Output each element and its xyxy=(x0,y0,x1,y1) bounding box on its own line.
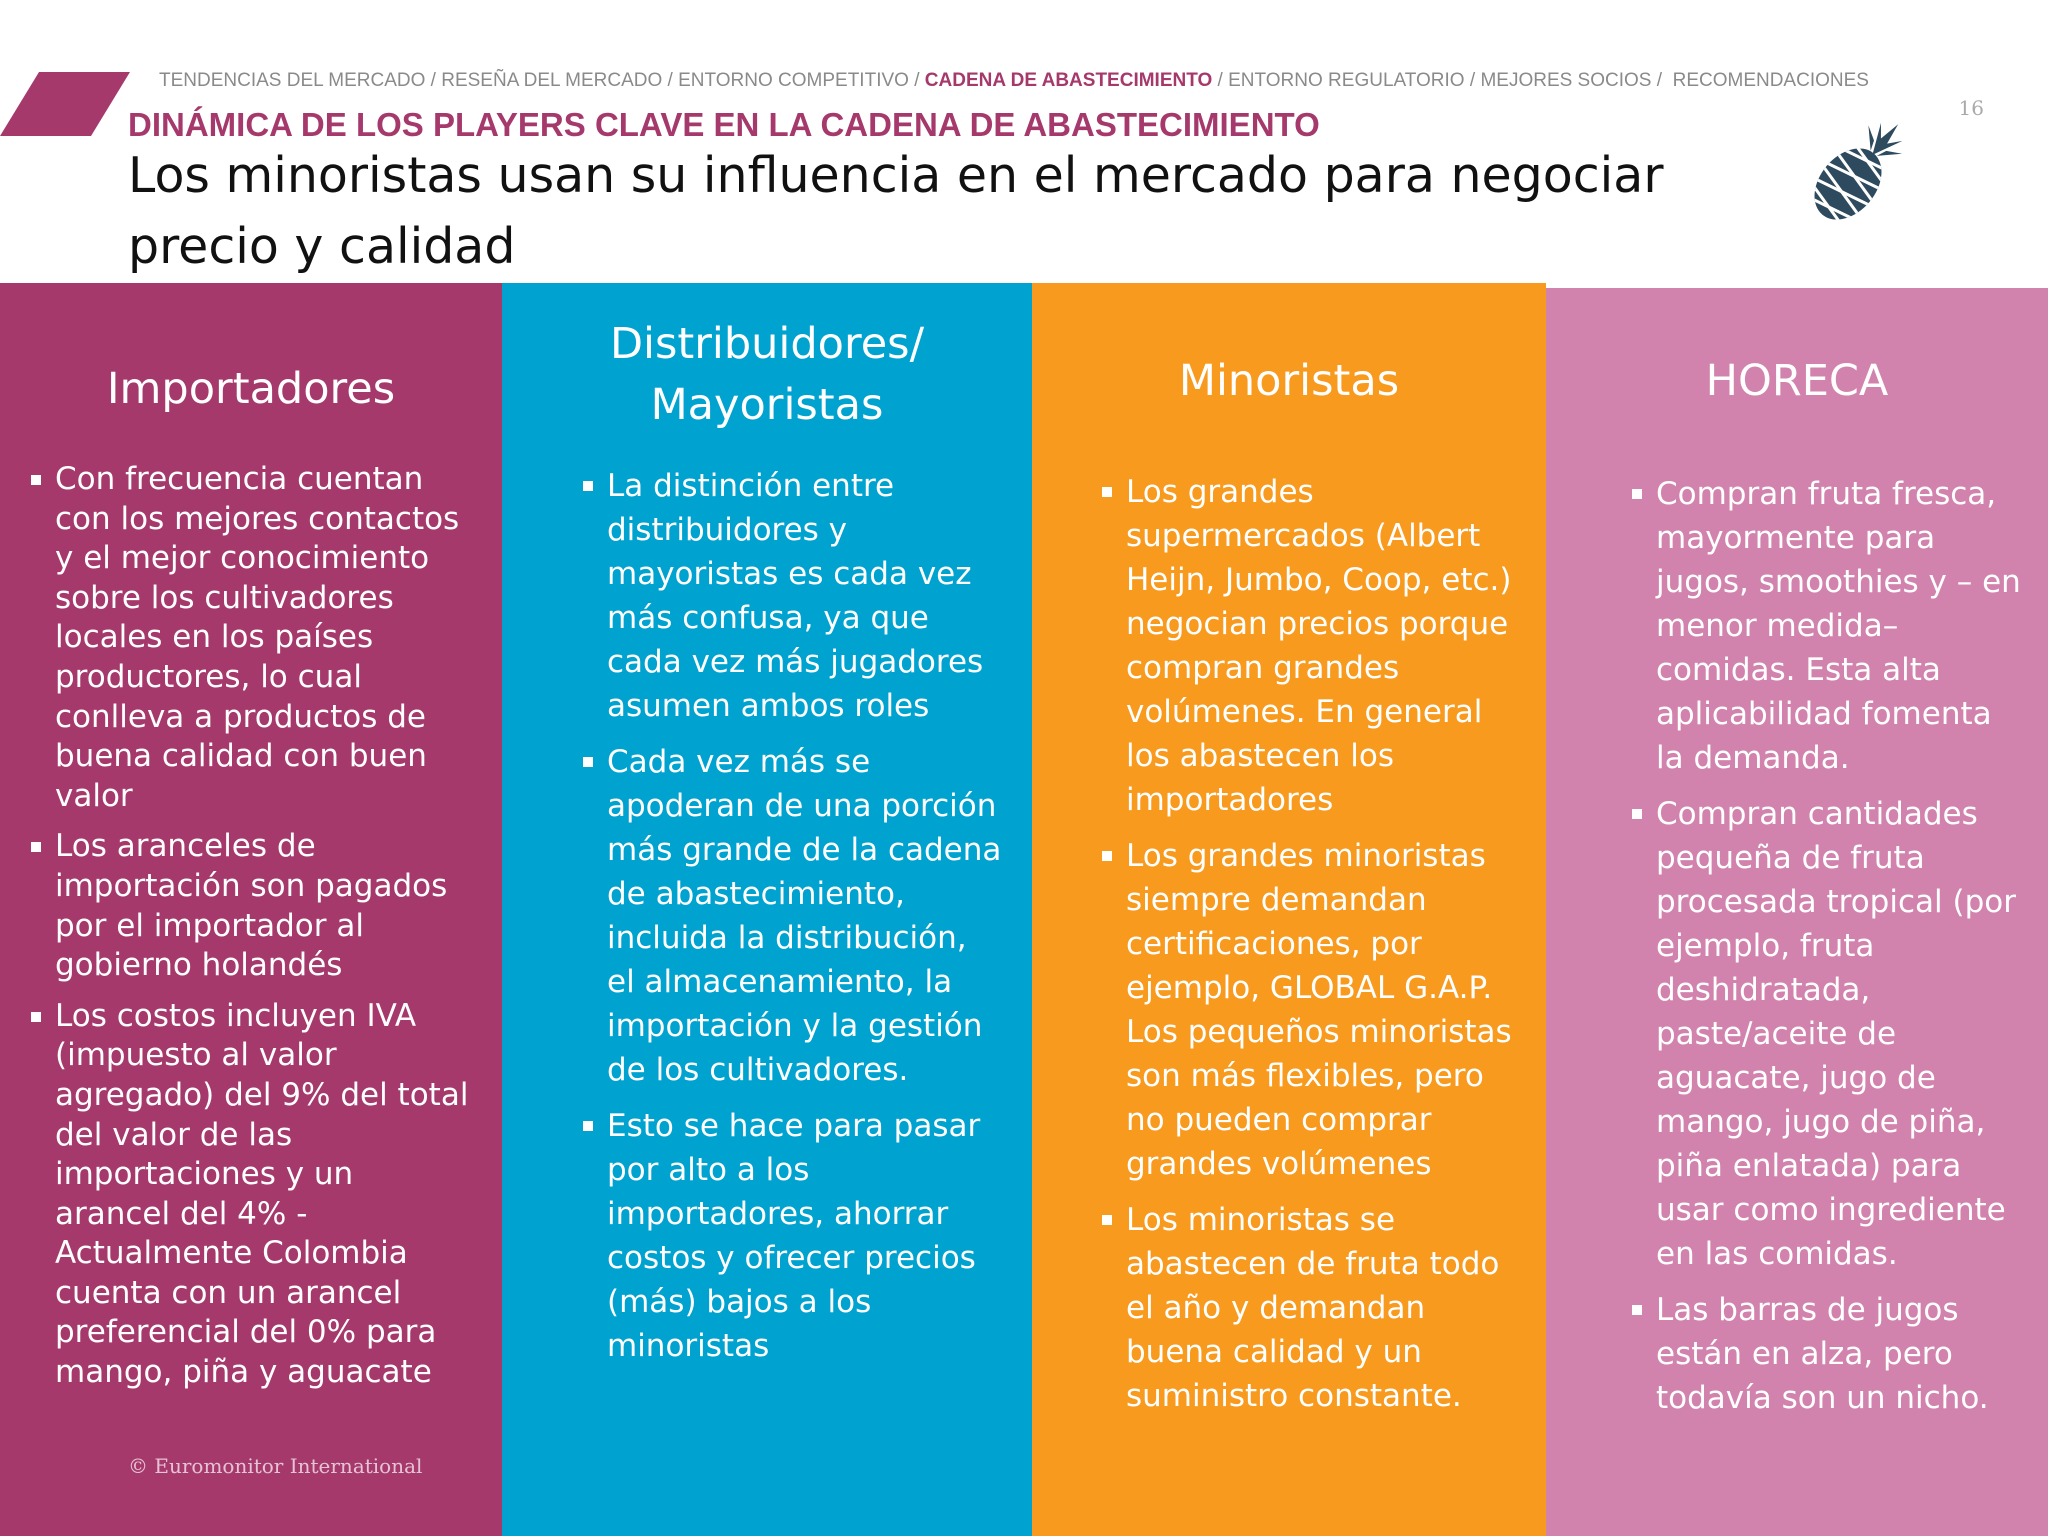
bullet-item: Cada vez más se apoderan de una porción más grande de la cadena de abastecimiento, incluida la distribución, el almacenamiento, la importación y la gestión de los cultivadores. xyxy=(583,740,1002,1092)
breadcrumb-mejores-socios[interactable]: MEJORES SOCIOS xyxy=(1480,70,1652,91)
column-header xyxy=(502,314,1032,436)
bullet-item: Las barras de jugos están en alza, pero todavía son un nicho. xyxy=(1632,1288,2024,1420)
breadcrumb-recomendaciones[interactable]: RECOMENDACIONES xyxy=(1672,70,1869,91)
breadcrumb-entorno-regulatorio[interactable]: ENTORNO REGULATORIO xyxy=(1228,70,1465,91)
bullet-item: La distinción entre distribuidores y mayoristas es cada vez más confusa, ya que cada vez más jugadores asumen ambos roles xyxy=(583,464,1002,728)
copyright-text: © Euromonitor International xyxy=(128,1454,423,1478)
page-number: 16 xyxy=(1958,96,1984,120)
bullet-list xyxy=(1632,472,2024,1432)
column-header: HORECA xyxy=(1705,356,1889,406)
bullet-item: Compran cantidades pequeña de fruta procesada tropical (por ejemplo, fruta deshidratada, paste/aceite de aguacate, jugo de mango, jugo de piña, piña enlatada) para usar como ingrediente en las comidas. xyxy=(1632,792,2024,1276)
accent-bar xyxy=(0,72,130,136)
column-minoristas xyxy=(1032,283,1546,1536)
column-horeca xyxy=(1546,288,2048,1536)
bullet-list xyxy=(1102,470,1516,1430)
bullet-list xyxy=(31,460,478,1404)
breadcrumb-entorno-competitivo[interactable]: ENTORNO COMPETITIVO xyxy=(678,70,909,91)
bullet-list xyxy=(583,464,1002,1380)
bullet-item: Los grandes supermercados (Albert Heijn, Jumbo, Coop, etc.) negocian precios porque compran grandes volúmenes. En general los abastecen los importadores xyxy=(1102,470,1516,822)
breadcrumb: TENDENCIAS DEL MERCADO / RESEÑA DEL MERCADO / ENTORNO COMPETITIVO / CADENA DE ABASTECIMIENTO / ENTORNO REGULATORIO / MEJORES SOCIOS / RECOMENDACIONES xyxy=(159,70,1869,91)
column-header: Importadores xyxy=(106,364,396,414)
column-header-line: Mayoristas xyxy=(650,380,884,430)
breadcrumb-resena[interactable]: RESEÑA DEL MERCADO xyxy=(441,70,663,91)
breadcrumb-tendencias[interactable]: TENDENCIAS DEL MERCADO xyxy=(159,70,426,91)
bullet-item: Esto se hace para pasar por alto a los importadores, ahorrar costos y ofrecer precios (más) bajos a los minoristas xyxy=(583,1104,1002,1368)
pineapple-icon xyxy=(1800,118,1910,228)
bullet-item: Los grandes minoristas siempre demandan certificaciones, por ejemplo, GLOBAL G.A.P. Los pequeños minoristas son más flexibles, pero no pueden comprar grandes volúmenes xyxy=(1102,834,1516,1186)
section-label: DINÁMICA DE LOS PLAYERS CLAVE EN LA CADENA DE ABASTECIMIENTO xyxy=(128,106,1320,143)
slide-title: Los minoristas usan su influencia en el mercado para negociar precio y calidad xyxy=(128,147,1664,275)
bullet-item: Los minoristas se abastecen de fruta todo el año y demandan buena calidad y un suministro constante. xyxy=(1102,1198,1516,1418)
column-distribuidores xyxy=(502,283,1032,1536)
bullet-item: Los costos incluyen IVA (impuesto al valor agregado) del 9% del total del valor de las importaciones y un arancel del 4% - Actualmente Colombia cuenta con un arancel preferencial del 0% para mango, piña y aguacate xyxy=(31,997,478,1393)
breadcrumb-cadena[interactable]: CADENA DE ABASTECIMIENTO xyxy=(924,70,1213,91)
column-header: Minoristas xyxy=(1178,356,1400,406)
column-header-line: Distribuidores/ xyxy=(609,319,925,369)
bullet-item: Con frecuencia cuentan con los mejores contactos y el mejor conocimiento sobre los cultivadores locales en los países productores, lo cual conlleva a productos de buena calidad con buen valor xyxy=(31,460,478,816)
bullet-item: Los aranceles de importación son pagados por el importador al gobierno holandés xyxy=(31,827,478,985)
bullet-item: Compran fruta fresca, mayormente para jugos, smoothies y – en menor medida– comidas. Esta alta aplicabilidad fomenta la demanda. xyxy=(1632,472,2024,780)
column-importadores xyxy=(0,283,502,1536)
